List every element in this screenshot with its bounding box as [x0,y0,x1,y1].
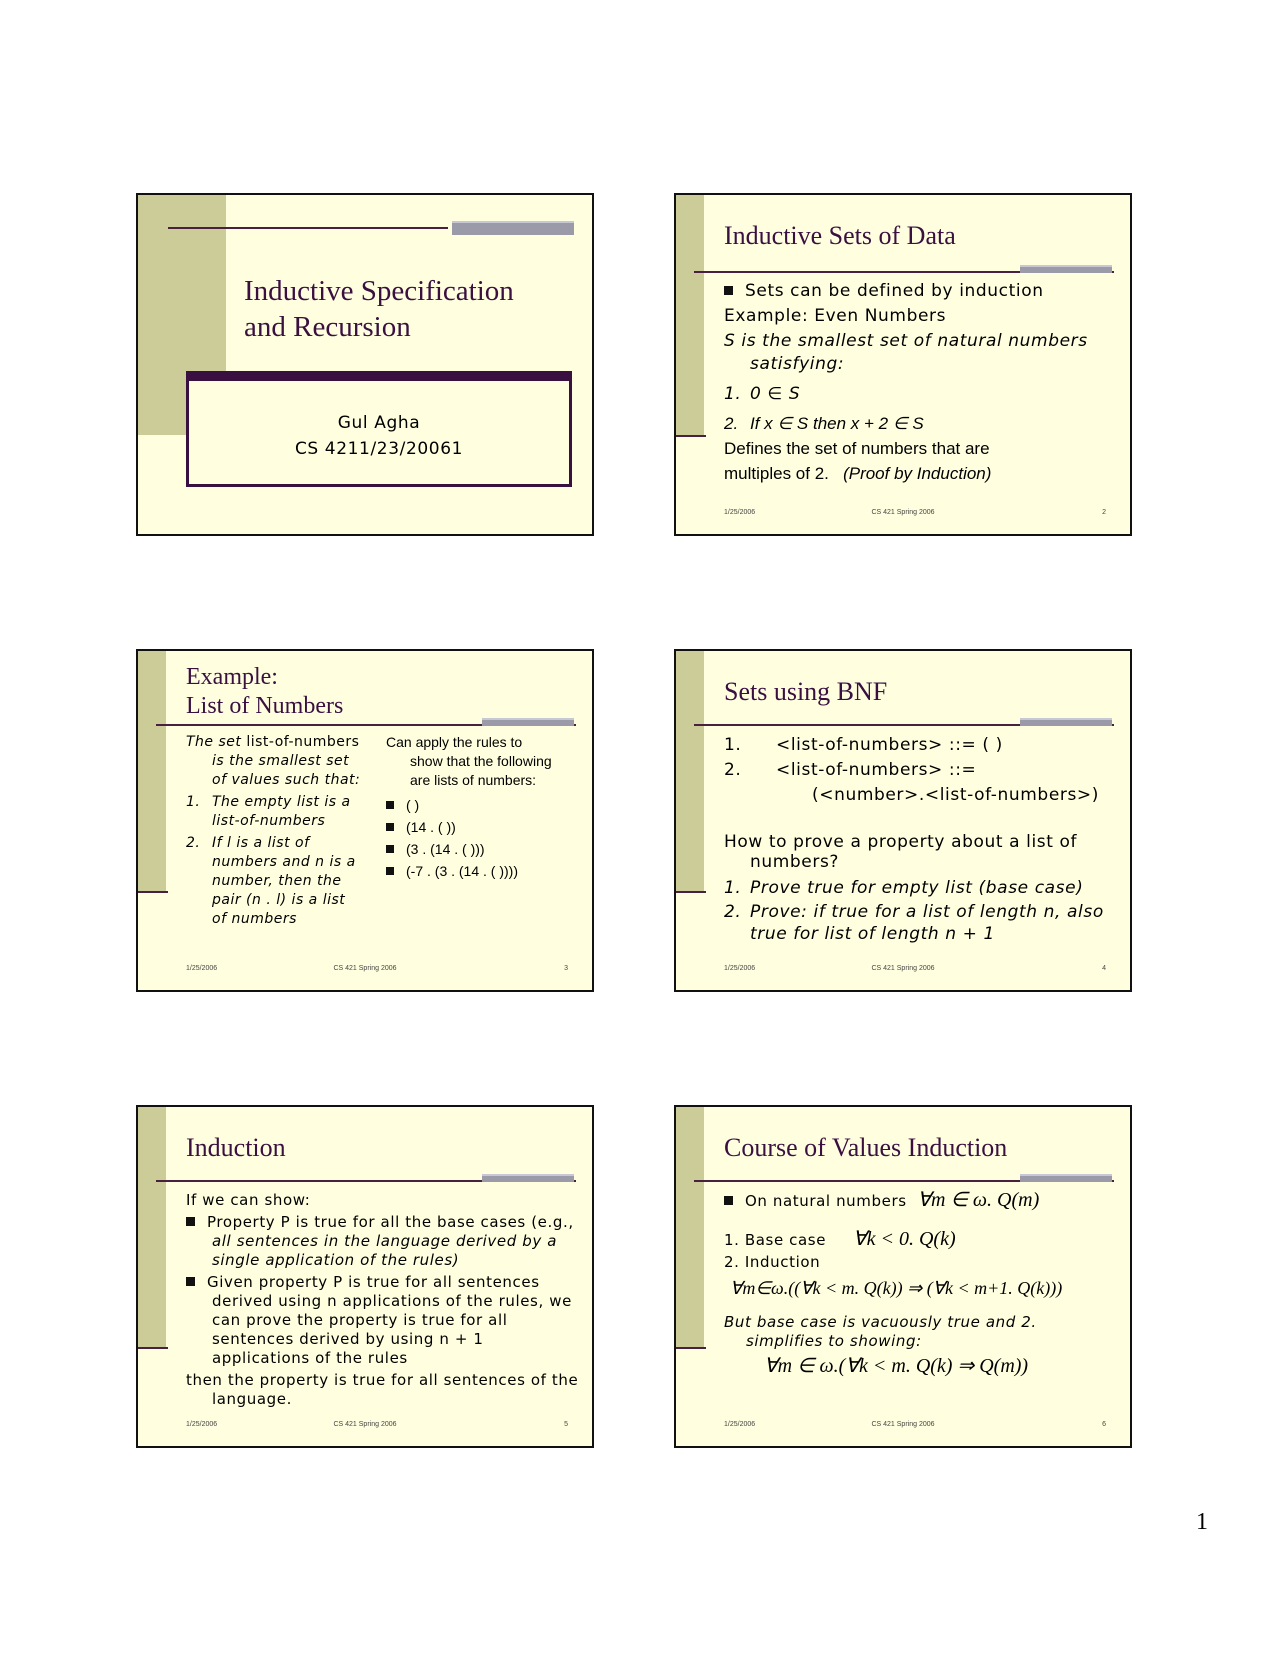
list-item: (-7 . (3 . (14 . ( )))) [386,860,586,882]
slide-3 [136,649,594,992]
title-accent-bar [1020,265,1112,273]
footer-slide-number: 4 [1102,965,1106,972]
title-accent-bar [1020,718,1112,726]
slide-body: If we can show: Property P is true for all the base cases (e.g., all sentences in the language derived by a single application of the rules) Given property P is true for all sentences derived using n applications of the rules, we can prove the property is true for all sentences derived by using n + 1 applications of the rules then the property is true for all sentences of the language. [186,1191,579,1408]
course-line: CS 4211/23/20061 [294,439,464,459]
footer-slide-number: 5 [564,1421,568,1428]
bullet-square-icon [186,1277,195,1286]
slide-sidebar [676,651,704,893]
side-rule [676,1347,706,1349]
slide-title: Inductive Specification and Recursion [244,275,514,343]
bullet-square-icon [386,801,394,809]
footer-date: 1/25/2006 [186,965,218,972]
slide-sidebar [138,1107,166,1349]
slide-2 [674,193,1132,536]
author-name: Gul Agha [337,413,421,433]
left-column: The set list-of-numbers is the smallest set of values such that: 1. The empty list is a list-of-numbers 2. If l is a list of numbers and n is a number, then the pair (n . l) is a list of numbers [186,734,361,927]
list-item: (3 . (14 . ( ))) [386,838,586,860]
footer-course: CS 421 Spring 2006 [871,965,935,972]
footer-course: CS 421 Spring 2006 [871,509,935,516]
slide-title: Inductive Sets of Data [724,221,956,250]
title-accent-bar [1020,1174,1112,1182]
page-number: 1 [1196,1509,1208,1535]
footer-slide-number: 6 [1102,1421,1106,1428]
side-rule [138,891,168,893]
bullet-square-icon [386,867,394,875]
slide-body: 1. <list-of-numbers> ::= ( ) 2. <list-of-numbers> ::= (<number>.<list-of-numbers>) How to prove a property about a list of numbers? 1. Prove true for empty list (base case) 2. Prove: if true for a list of length n, also true for list of length n + 1 [724,735,1104,944]
title-accent-bar [452,221,574,235]
slide-title: Sets using BNF [724,677,888,706]
bullet-square-icon [724,286,733,295]
slide-4 [674,649,1132,992]
slide-title: Induction [186,1133,286,1162]
slide-body: On natural numbers ∀m ∈ ω. Q(m) 1. Base case ∀k < 0. Q(k) 2. Induction ∀m∈ω.((∀k < m. Q(k)) ⇒ (∀k < m+1. Q(k))) But base case is vacuously true and 2. simplifies to showing: ∀m ∈ ω.(∀k < m. Q(k) ⇒ Q(m)) [724,1189,1063,1377]
slide-sidebar [676,195,704,437]
slide-title: Example: List of Numbers [186,664,344,719]
side-rule [676,435,706,437]
list-item: (14 . ( )) [386,816,586,838]
footer-course: CS 421 Spring 2006 [333,1421,397,1428]
footer-date: 1/25/2006 [724,1421,756,1428]
slide-1 [136,193,594,536]
footer-slide-number: 3 [564,965,568,972]
footer-course: CS 421 Spring 2006 [333,965,397,972]
slide-title: Course of Values Induction [724,1133,1008,1162]
slide-sidebar [676,1107,704,1349]
side-rule [138,1347,168,1349]
right-column: Can apply the rules to show that the following are lists of numbers: ( ) (14 . ( )) (3 . (14 . ( ))) (-7 . (3 . (14 . ( )))) [386,733,586,882]
footer-date: 1/25/2006 [724,965,756,972]
footer-date: 1/25/2006 [724,509,756,516]
slide-sidebar [138,651,166,893]
footer-slide-number: 2 [1102,509,1106,516]
slide-6 [674,1105,1132,1448]
footer-date: 1/25/2006 [186,1421,218,1428]
footer-course: CS 421 Spring 2006 [871,1421,935,1428]
slide-5 [136,1105,594,1448]
title-rule [168,227,448,229]
title-accent-bar [482,718,574,726]
bullet-square-icon [386,845,394,853]
list-item: ( ) [386,794,586,816]
bullet-square-icon [724,1196,733,1205]
bullet-square-icon [386,823,394,831]
bullet-square-icon [186,1217,195,1226]
side-rule [676,891,706,893]
title-accent-bar [482,1174,574,1182]
slide-body: Sets can be defined by induction Example: Even Numbers S is the smallest set of natural numbers satisfying: 1. 0 ∈ S 2. If x ∈ S then x + 2 ∈ S Defines the set of numbers that are multiples of 2. (Proof by Induction) [724,281,1088,483]
